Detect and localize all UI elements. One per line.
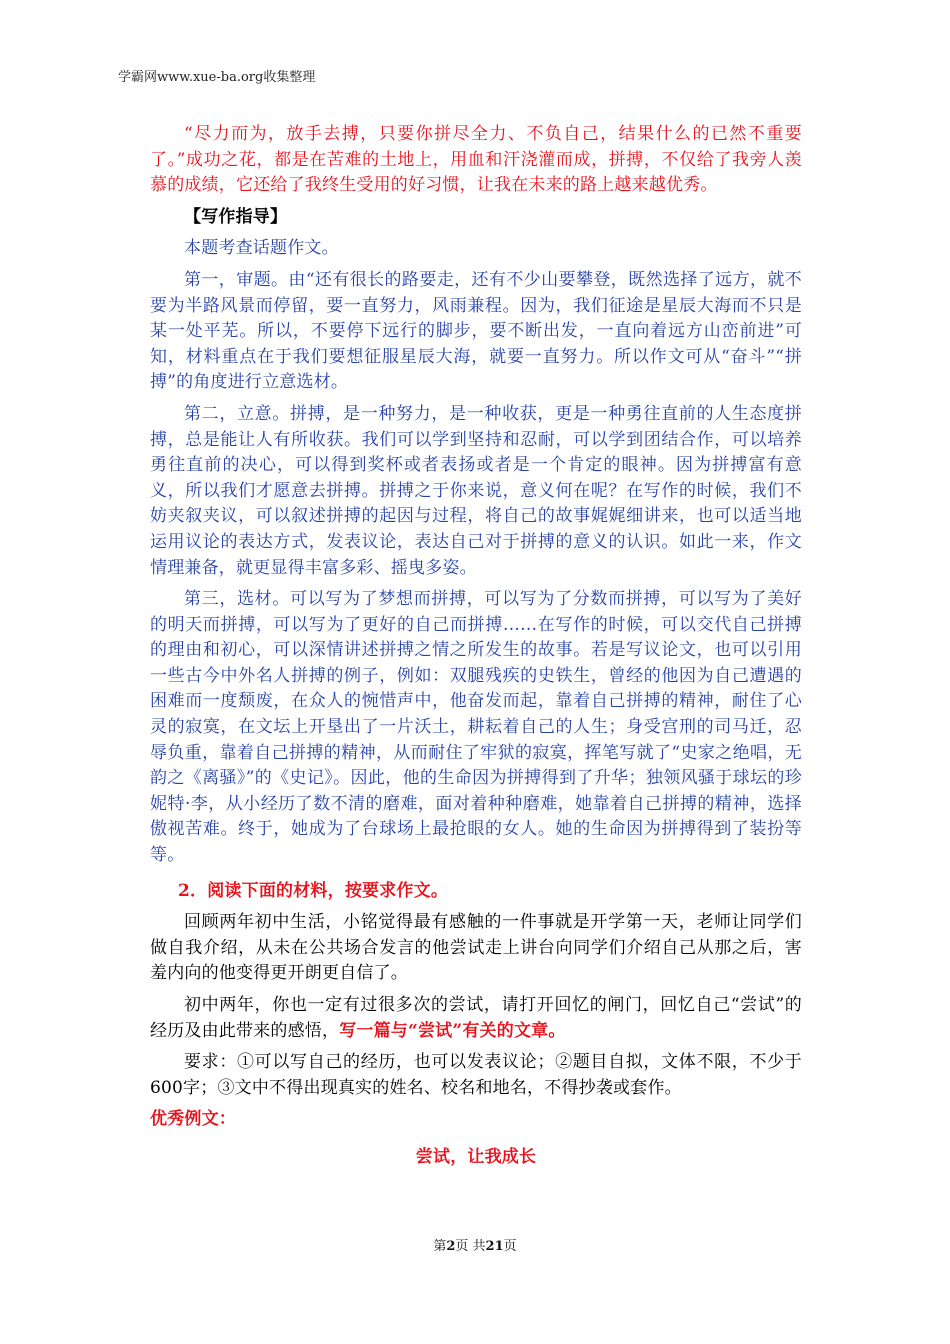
site-header: 学霸网www.xue-ba.org收集整理 [118, 70, 316, 85]
guide-first-paragraph: 第一，审题。由“还有很长的路要走，还有不少山要攀登，既然选择了远方，就不要为半路风景而停留，要一直努力，风雨兼程。因为，我们征途是星辰大海而不只是某一处平芜。所以，不要停下远行的脚步，要不断出发，一直向着远方山峦前进”可知，材料重点在于我们要想征服星辰大海，就要一直努力。所以作文可从“奋斗”“拼搏”的角度进行立意选材。 [150, 269, 802, 393]
prompt-plain-text: 初中两年，你也一定有过很多次的尝试，请打开回忆的闸门，回忆自己“尝试”的经历及由此带来的感悟， [150, 995, 802, 1041]
document-body [150, 122, 802, 1177]
question-2-prompt [150, 993, 802, 1044]
footer-prefix: 第 [433, 1239, 447, 1254]
intro-quote-paragraph: “尽力而为，放手去搏，只要你拼尽全力、不负自己，结果什么的已然不重要了。”成功之花，都是在苦难的土地上，用血和汗浇灌而成，拼搏，不仅给了我旁人羡慕的成绩，它还给了我终生受用的好习惯，让我在未来的路上越来越优秀。 [150, 124, 802, 196]
question-2-title: 2．阅读下面的材料，按要求作文。 [178, 880, 449, 901]
guide-second-paragraph: 第二，立意。拼搏，是一种努力，是一种收获，更是一种勇往直前的人生态度拼搏，总是能让人有所收获。我们可以学到坚持和忍耐，可以学到团结合作，可以培养勇往直前的决心，可以得到奖杯或者表扬或者是一个肯定的眼神。因为拼搏富有意义，所以我们才愿意去拼搏。拼搏之于你来说，意义何在呢？在写作的时候，我们不妨夹叙夹议，可以叙述拼搏的起因与过程，将自己的故事娓娓细讲来，也可以适当地运用议论的表达方式，发表议论，表达自己对于拼搏的意义的认识。如此一来，作文情理兼备，就更显得丰富多彩、摇曳多姿。 [150, 403, 802, 578]
footer-suffix: 页 [503, 1239, 517, 1254]
question-2-requirements: 要求：①可以写自己的经历，也可以发表议论；②题目自拟，文体不限，不少于600字；③文中不得出现真实的姓名、校名和地名，不得抄袭或套作。 [150, 1052, 802, 1098]
footer-current-page: 2 [446, 1239, 456, 1254]
guide-third-paragraph: 第三，选材。可以写为了梦想而拼搏，可以写为了分数而拼搏，可以写为了美好的明天而拼搏，可以写为了更好的自己而拼搏……在写作的时候，可以交代自己拼搏的理由和初心，可以深情讲述拼搏之情之所发生的故事。若是写议论文，也可以引用一些古今中外名人拼搏的例子，例如：双腿残疾的史铁生，曾经的他因为自己遭遇的困难而一度颓废，在众人的惋惜声中，他奋发而起，靠着自己拼搏的精神，耐住了心灵的寂寞，在文坛上开垦出了一片沃土，耕耘着自己的人生；身受宫刑的司马迁，忍辱负重，靠着自己拼搏的精神，从而耐住了牢狱的寂寞，挥笔写就了“史家之绝唱，无韵之《离骚》”的《史记》。因此，他的生命因为拼搏得到了升华；独领风骚于球坛的珍妮特·李，从小经历了数不清的磨难，面对着种种磨难，她靠着自己拼搏的精神，选择傲视苦难。终于，她成为了台球场上最抢眼的女人。她的生命因为拼搏得到了装扮等等。 [150, 589, 802, 866]
sample-essay-label: 优秀例文： [150, 1109, 236, 1130]
sample-essay-title: 尝试，让我成长 [415, 1146, 537, 1167]
prompt-emphasis-text: 写一篇与“尝试”有关的文章。 [339, 1020, 566, 1041]
page-footer [0, 1235, 950, 1254]
footer-total-pages: 21 [485, 1239, 504, 1254]
question-2-material: 回顾两年初中生活，小铭觉得最有感触的一件事就是开学第一天，老师让同学们做自我介绍，从未在公共场合发言的他尝试走上讲台向同学们介绍自己从那之后，害羞内向的他变得更开朗更自信了。 [150, 912, 802, 984]
guide-topic-paragraph: 本题考查话题作文。 [184, 238, 339, 259]
writing-guide-heading: 【写作指导】 [184, 206, 288, 227]
footer-middle: 页 共 [455, 1239, 486, 1254]
